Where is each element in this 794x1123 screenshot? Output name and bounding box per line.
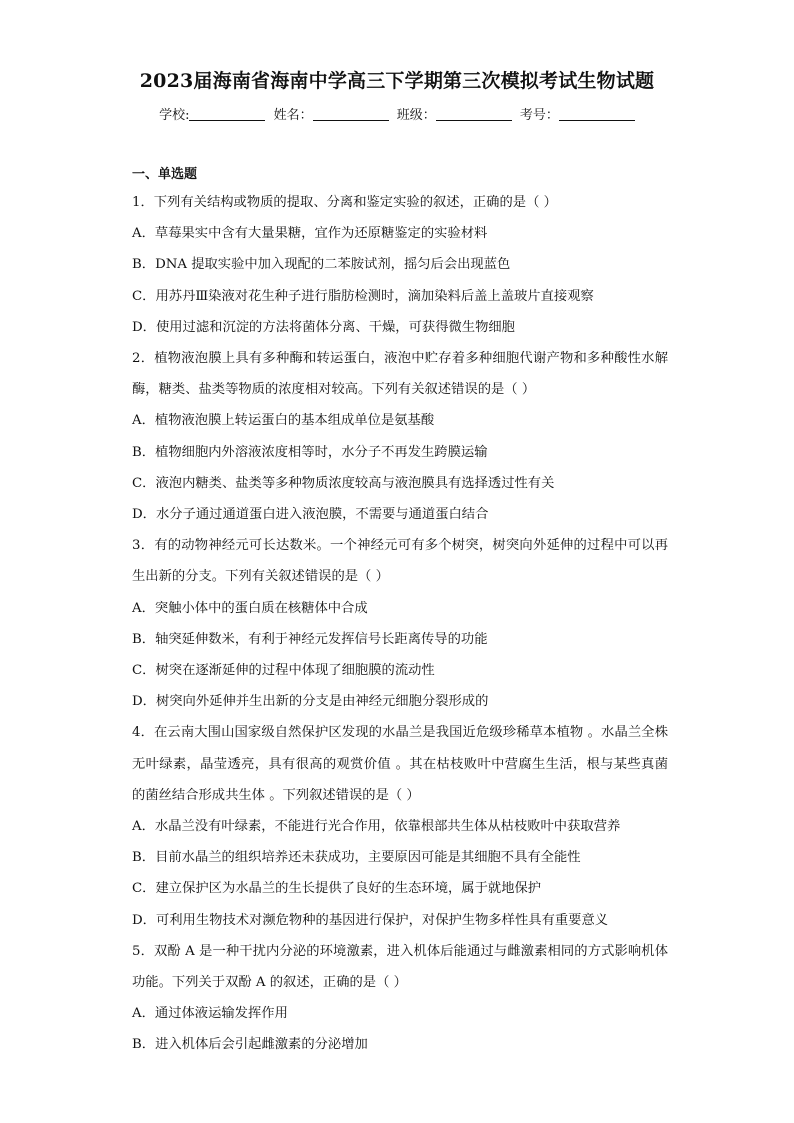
question-3 bbox=[132, 530, 668, 717]
question-stem: 1．下列有关结构或物质的提取、分离和鉴定实验的叙述，正确的是（ ） bbox=[132, 195, 557, 210]
question-stem: 2．植物液泡膜上具有多种酶和转运蛋白，液泡中贮存着多种细胞代谢产物和多种酸性水解酶，糖类、盐类等物质的浓度相对较高。下列有关叙述错误的是（ ） bbox=[132, 351, 668, 398]
class-field bbox=[397, 104, 512, 123]
option-d: D．使用过滤和沉淀的方法将菌体分离、干燥，可获得微生物细胞 bbox=[132, 319, 515, 335]
option-b: B．目前水晶兰的组织培养还未获成功，主要原因可能是其细胞不具有全能性 bbox=[132, 850, 581, 866]
question-stem: 5．双酚 A 是一种干扰内分泌的环境激素，进入机体后能通过与雌激素相同的方式影响机体功能。下列关于双酚 A 的叙述，正确的是（ ） bbox=[132, 943, 668, 991]
option-b: B．植物细胞内外溶液浓度相等时，水分子不再发生跨膜运输 bbox=[132, 444, 488, 460]
section-heading: 一、单选题 bbox=[132, 167, 198, 182]
question-stem: 4．在云南大围山国家级自然保护区发现的水晶兰是我国近危级珍稀草本植物 。水晶兰全株无叶绿素，晶莹透亮，具有很高的观赏价值 。其在枯枝败叶中营腐生生活，根与某些真菌的菌丝结合形成共生体 。下列叙述错误的是（ ） bbox=[132, 725, 668, 803]
option-a: A．植物液泡膜上转运蛋白的基本组成单位是氨基酸 bbox=[132, 413, 435, 429]
question-list bbox=[132, 187, 668, 1061]
question-4 bbox=[132, 717, 668, 935]
option-b: B．轴突延伸数米，有利于神经元发挥信号长距离传导的功能 bbox=[132, 631, 488, 647]
name-label: 姓名： bbox=[273, 108, 313, 123]
class-label: 班级： bbox=[396, 108, 436, 123]
school-field bbox=[159, 104, 265, 123]
option-b: B．进入机体后会引起雌激素的分泌增加 bbox=[132, 1037, 368, 1053]
option-d: D．水分子通过通道蛋白进入液泡膜，不需要与通道蛋白结合 bbox=[132, 507, 489, 523]
option-c: C．树突在逐渐延伸的过程中体现了细胞膜的流动性 bbox=[132, 663, 435, 679]
option-a: A．通过体液运输发挥作用 bbox=[132, 1006, 288, 1022]
school-label: 学校: bbox=[159, 108, 190, 123]
question-stem: 3．有的动物神经元可长达数米。一个神经元可有多个树突，树突向外延伸的过程中可以再生出新的分支。下列有关叙述错误的是（ ） bbox=[132, 538, 668, 585]
name-blank[interactable] bbox=[313, 107, 389, 121]
option-a: A．草莓果实中含有大量果糖，宜作为还原糖鉴定的实验材料 bbox=[132, 226, 488, 242]
question-5 bbox=[132, 936, 668, 1061]
option-b: B．DNA 提取实验中加入现配的二苯胺试剂，摇匀后会出现蓝色 bbox=[132, 257, 511, 273]
question-2 bbox=[132, 343, 668, 530]
exam-title: 2023届海南省海南中学高三下学期第三次模拟考试生物试题 bbox=[139, 70, 655, 92]
school-blank[interactable] bbox=[189, 107, 265, 121]
option-d: D．可利用生物技术对濒危物种的基因进行保护，对保护生物多样性具有重要意义 bbox=[132, 912, 609, 928]
option-c: C．建立保护区为水晶兰的生长提供了良好的生态环境，属于就地保护 bbox=[132, 881, 542, 897]
option-c: C．液泡内糖类、盐类等多种物质浓度较高与液泡膜具有选择透过性有关 bbox=[132, 475, 555, 491]
exam-number-field bbox=[520, 104, 635, 123]
option-c: C．用苏丹Ⅲ染液对花生种子进行脂肪检测时，滴加染料后盖上盖玻片直接观察 bbox=[132, 288, 594, 304]
name-field bbox=[274, 104, 389, 123]
option-d: D．树突向外延伸并生出新的分支是由神经元细胞分裂形成的 bbox=[132, 694, 489, 710]
option-a: A．突触小体中的蛋白质在核糖体中合成 bbox=[132, 600, 368, 616]
question-1 bbox=[132, 187, 668, 343]
class-blank[interactable] bbox=[436, 107, 512, 121]
exam-number-label: 考号： bbox=[519, 108, 559, 123]
student-info-row bbox=[0, 104, 794, 123]
option-a: A．水晶兰没有叶绿素，不能进行光合作用，依靠根部共生体从枯枝败叶中获取营养 bbox=[132, 819, 621, 835]
exam-number-blank[interactable] bbox=[559, 107, 635, 121]
